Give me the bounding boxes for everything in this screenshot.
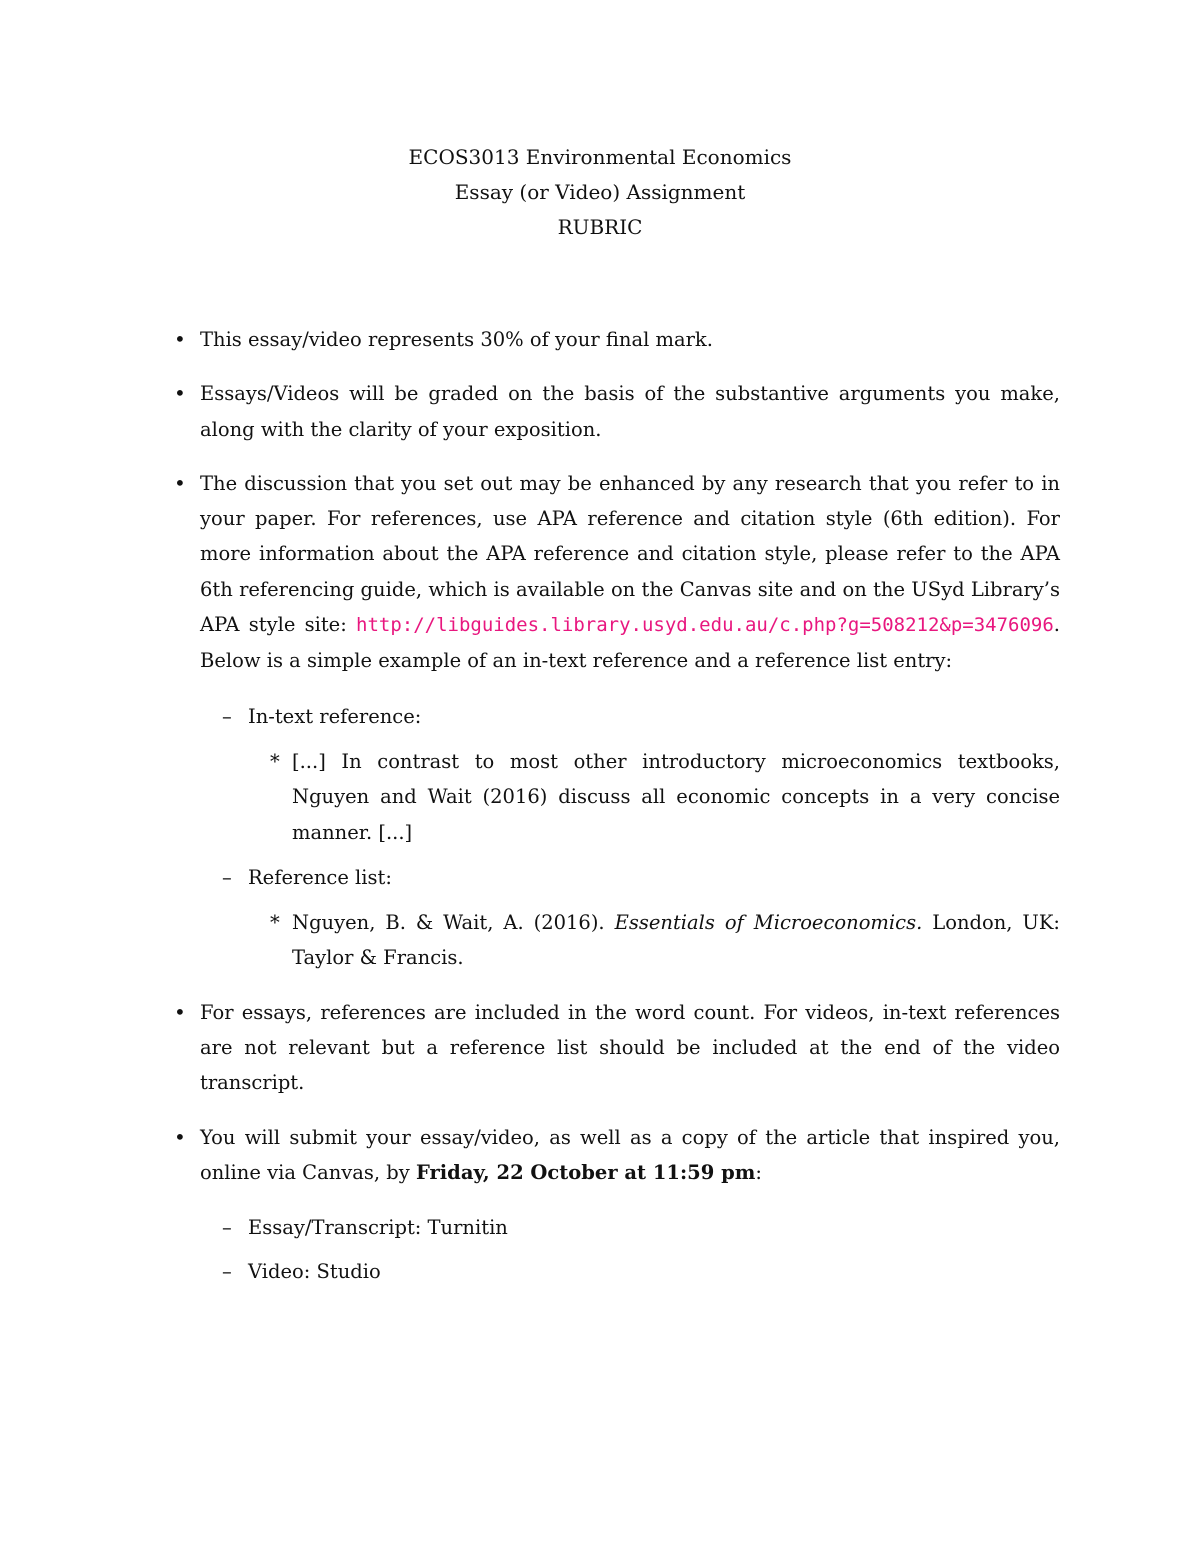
reference-example-list: [200, 699, 1060, 976]
bullet-icon: •: [174, 1124, 186, 1149]
assignment-title: Essay (or Video) Assignment: [454, 180, 746, 204]
bullet-list: [174, 322, 1061, 1289]
bullet-item-grading: [174, 376, 1060, 447]
bullet-item-word-count: [174, 995, 1060, 1101]
reference-entry-list: [248, 905, 1060, 976]
dash-icon: –: [222, 1216, 232, 1240]
bullet-text: The discussion that you set out may be enhanced by any research that you refer to in your paper. For references, use APA reference and citation style (6th edition). For more information about the APA reference and citation style, please refer to the APA 6th referencing guide, which is available on the Canvas site and on the USyd Library’s APA style site:: [200, 471, 1060, 637]
submission-channel-text: Video: Studio: [248, 1259, 381, 1283]
dash-icon: –: [222, 865, 232, 889]
intext-example-item: [270, 744, 1060, 850]
dash-icon: –: [222, 704, 232, 728]
reference-book-title: Essentials of Microeconomics.: [614, 911, 923, 935]
bullet-text: For essays, references are included in the word count. For videos, in-text references are not relevant but a reference list should be included at the end of the video transcript.: [200, 1000, 1060, 1095]
reference-list-item: [222, 860, 1061, 976]
bullet-icon: •: [174, 470, 186, 495]
bullet-text-continued: :: [755, 1160, 762, 1184]
submission-channel-list: [200, 1210, 1060, 1289]
bullet-text-continued: . Below is a simple example of an in-text reference and a reference list entry:: [200, 613, 1060, 673]
reference-publisher: London, UK: Taylor & Francis.: [292, 911, 1061, 970]
submission-channel-essay: [222, 1210, 1060, 1245]
submission-channel-video: [222, 1254, 1060, 1289]
course-title: ECOS3013 Environmental Economics: [408, 145, 792, 169]
intext-reference-label: In-text reference:: [248, 704, 422, 728]
bullet-icon: •: [174, 381, 186, 406]
intext-example-list: [248, 744, 1060, 850]
bullet-icon: •: [174, 999, 186, 1024]
rubric-body: [174, 322, 1061, 1308]
dash-icon: –: [222, 1259, 232, 1283]
bullet-text: Essays/Videos will be graded on the basis of the substantive arguments you make, along with the clarity of your exposition.: [200, 382, 1060, 441]
star-icon: *: [270, 749, 280, 773]
bullet-text: You will submit your essay/video, as well as a copy of the article that inspired you, online via Canvas, by: [200, 1125, 1060, 1184]
intext-reference-item: [222, 699, 1060, 850]
document-header: [0, 140, 1200, 245]
reference-entry-item: [270, 905, 1061, 976]
star-icon: *: [270, 911, 280, 935]
reference-authors: Nguyen, B. & Wait, A. (2016).: [292, 911, 615, 935]
bullet-text: This essay/video represents 30% of your final mark.: [200, 328, 713, 351]
bullet-item-weight: [174, 322, 1060, 357]
submission-deadline: Friday, 22 October at 11:59 pm: [416, 1160, 756, 1184]
submission-channel-text: Essay/Transcript: Turnitin: [248, 1216, 508, 1240]
reference-list-label: Reference list:: [248, 865, 392, 889]
intext-example-text: [...] In contrast to most other introductory microeconomics textbooks, Nguyen and Wait (2016) discuss all economic concepts in a very concise manner. [...]: [292, 749, 1060, 844]
bullet-item-references: [174, 466, 1061, 976]
bullet-icon: •: [174, 327, 186, 351]
apa-guide-link[interactable]: http://libguides.library.usyd.edu.au/c.php?g=508212&p=3476096: [356, 614, 1054, 637]
bullet-item-submission: [174, 1120, 1060, 1289]
rubric-heading: RUBRIC: [557, 215, 643, 239]
